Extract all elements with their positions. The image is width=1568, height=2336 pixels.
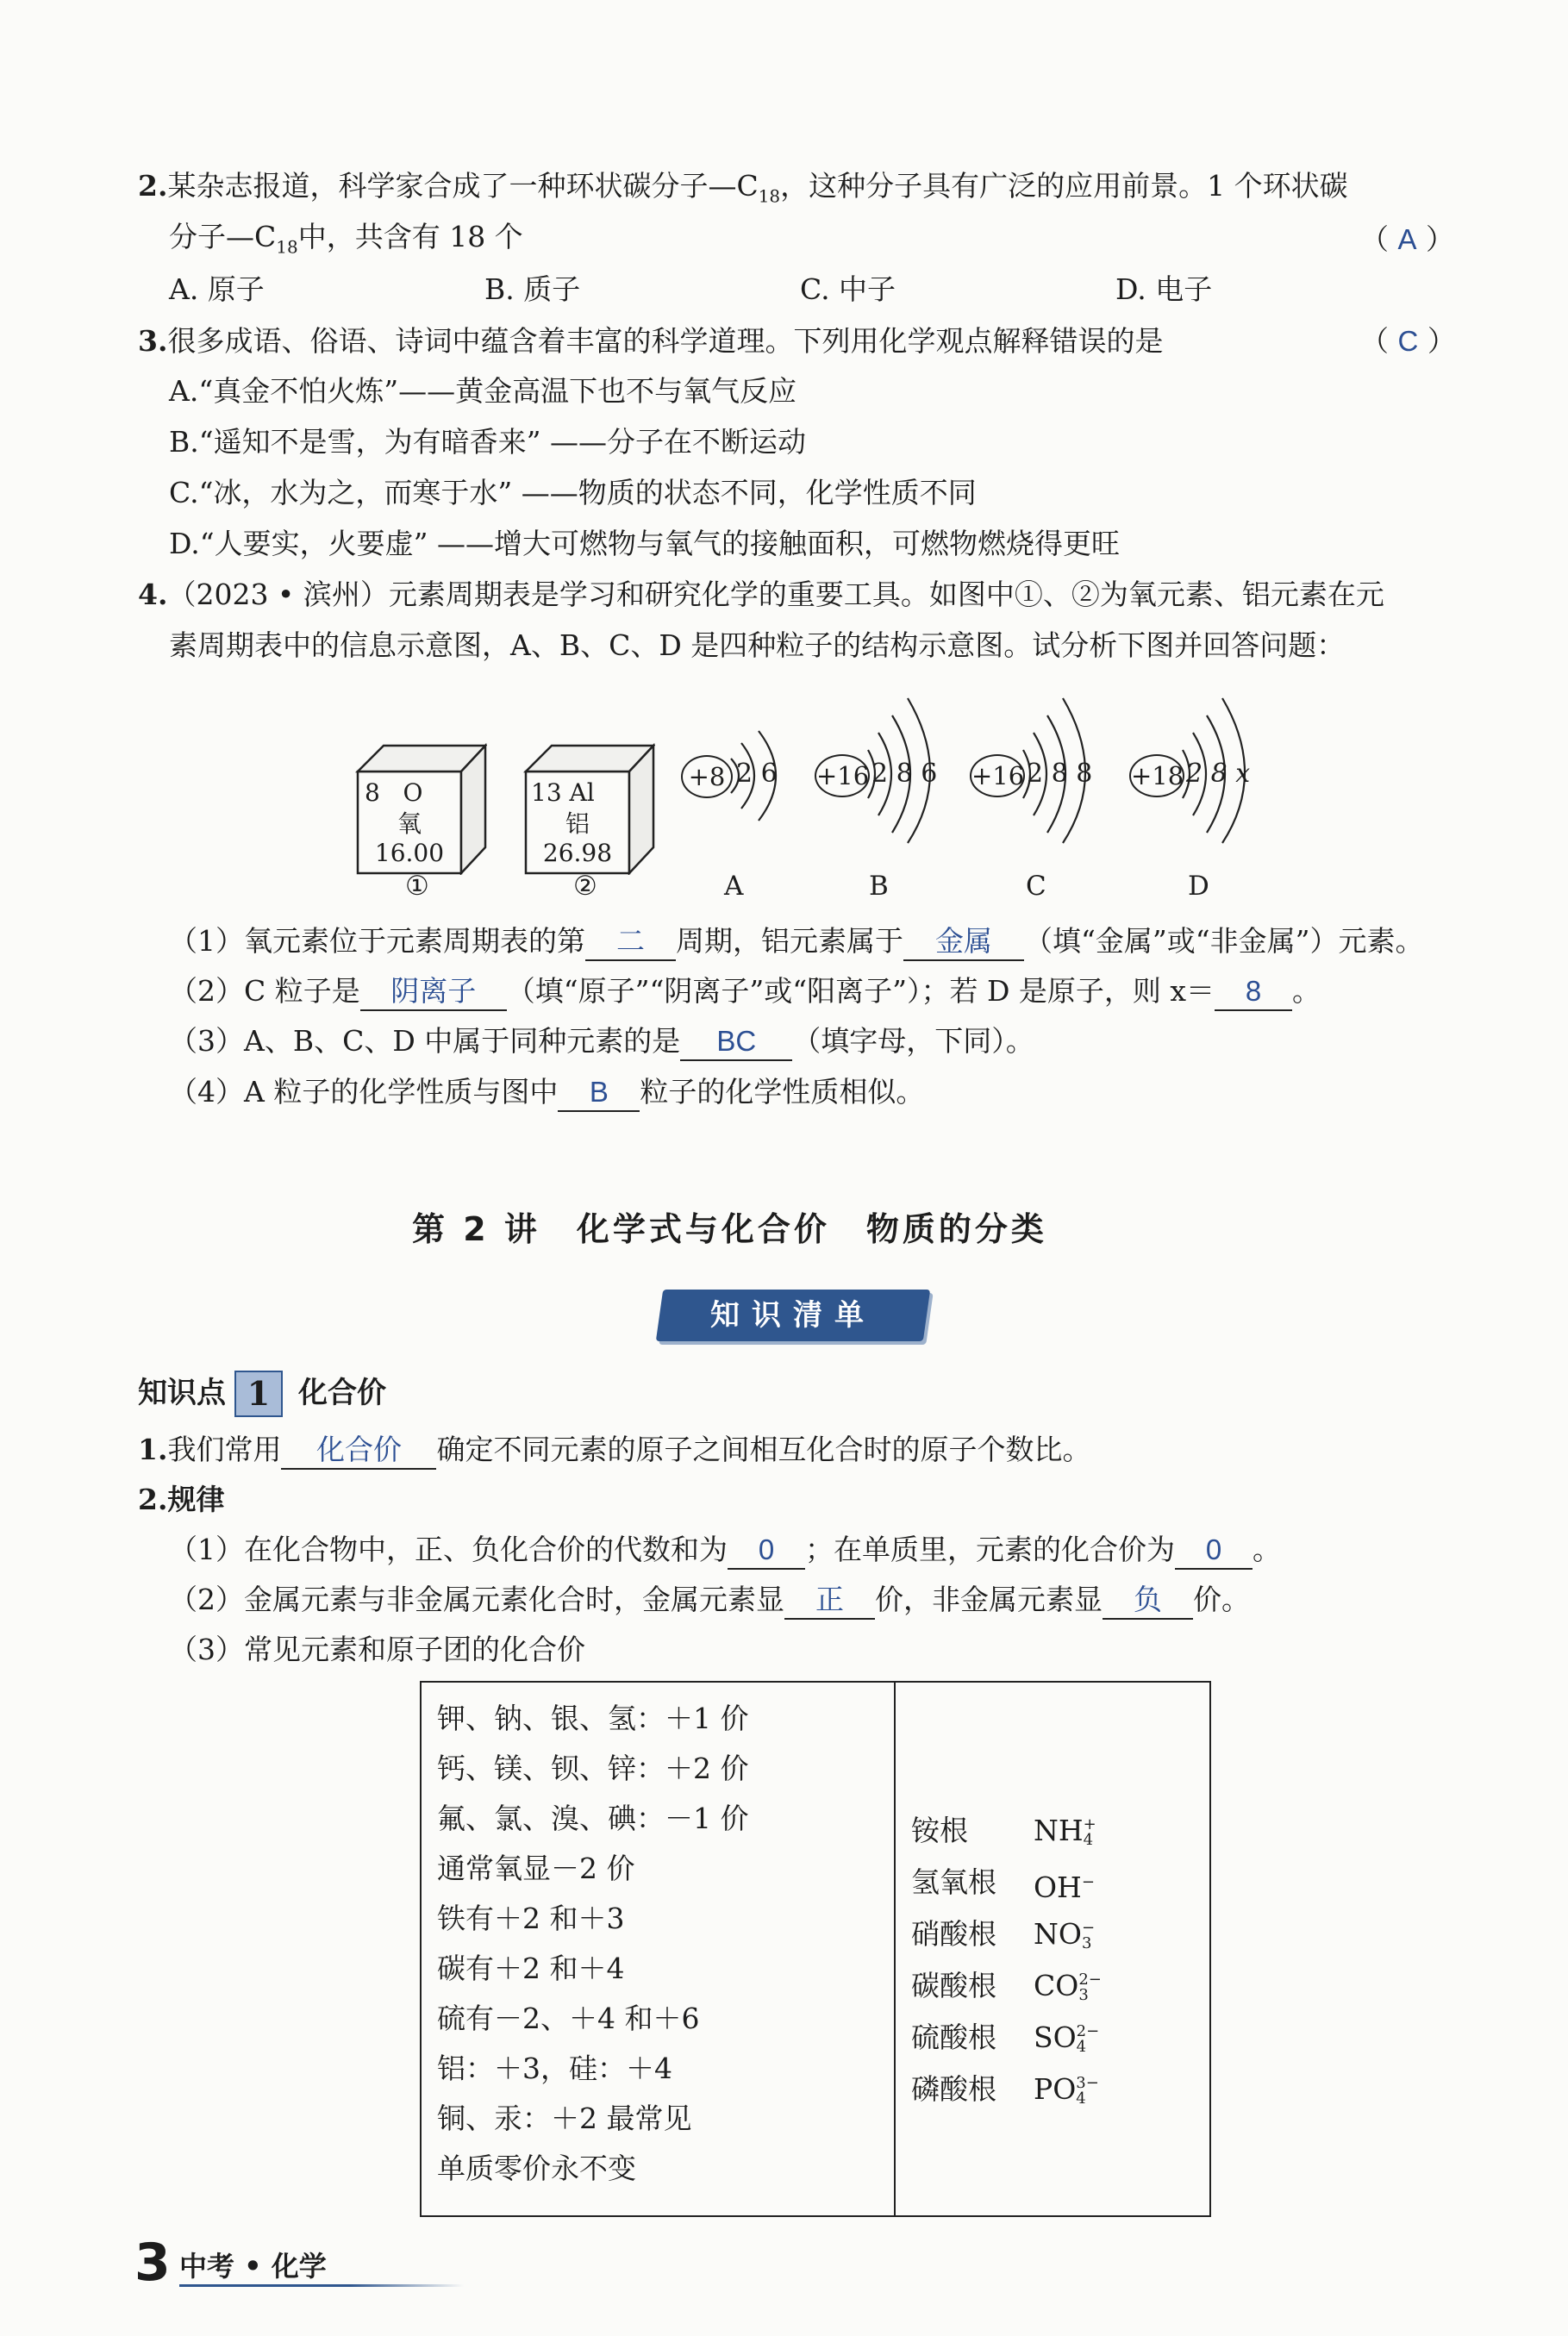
atom-diagram-b	[815, 690, 978, 845]
radical-formula	[1034, 2019, 1099, 2057]
q4-text: （2023 • 滨州）元素周期表是学习和研究化学的重要工具。如图中①、②为氧元素、铝元素在元	[167, 578, 1384, 611]
element-card-oxygen	[349, 737, 487, 875]
formula-base: SO	[1034, 2021, 1077, 2054]
valence-rule: 碳有＋2 和＋4	[437, 1952, 625, 1985]
kp-label: 知识点	[138, 1376, 226, 1410]
formula-base: NH	[1034, 1814, 1084, 1847]
knowledge-list-banner	[659, 1290, 927, 1341]
q4-line2: 素周期表中的信息示意图，A、B、C、D 是四种粒子的结构示意图。试分析下图并回答问题：	[169, 628, 1346, 662]
figure-label-c: C	[1026, 871, 1046, 902]
subscript: 3	[1078, 1986, 1089, 2004]
k2-rule2	[169, 1581, 1250, 1620]
subscript: 4	[1076, 2089, 1086, 2108]
radical-name: 氢氧根	[911, 1865, 996, 1899]
formula-base: NO	[1034, 1917, 1082, 1951]
k1-number: 1.	[138, 1433, 168, 1466]
q3-text: 很多成语、俗语、诗词中蕴含着丰富的科学道理。下列用化学观点解释错误的是	[167, 324, 1164, 358]
atom-diagram-d	[1129, 690, 1293, 845]
element-name: 铝	[565, 809, 590, 838]
valence-rule: 铁有＋2 和＋3	[437, 1902, 625, 1935]
q2-line1	[138, 167, 1348, 215]
figure-label-1: ①	[405, 871, 429, 902]
valence-table	[420, 1681, 1211, 2217]
q3-answer: C	[1397, 325, 1419, 357]
element-symbol: O	[403, 778, 423, 807]
knowledge-point-header	[138, 1371, 386, 1415]
radical-formula	[1034, 1915, 1095, 1953]
q3-answer-paren: （ C ）	[1360, 324, 1456, 358]
text: ；在单质里，元素的化合价为	[805, 1533, 1175, 1566]
formula-base: OH	[1034, 1871, 1082, 1904]
radical-formula	[1034, 1812, 1096, 1850]
q4-number: 4.	[138, 578, 168, 611]
book-title: 中考 • 化学	[179, 2250, 327, 2283]
subscript: 18	[758, 185, 781, 207]
text: （2）金属元素与非金属元素化合时，金属元素显	[169, 1583, 784, 1616]
answer-blank: 负	[1103, 1583, 1193, 1620]
answer-blank: BC	[680, 1025, 792, 1061]
formula-base: PO	[1034, 2072, 1077, 2106]
valence-rule: 铜、汞：＋2 最常见	[437, 2102, 692, 2135]
atomic-mass: 26.98	[542, 839, 613, 867]
charge: +	[1083, 1815, 1096, 1833]
text: 粒子的化学性质相似。	[640, 1075, 925, 1109]
q3-option-b: B.“遥知不是雪，为有暗香来” ——分子在不断运动	[169, 425, 806, 459]
q4-sub3	[169, 1022, 1034, 1061]
radical-name: 磷酸根	[911, 2072, 996, 2106]
kp-number: 1	[234, 1371, 283, 1417]
q2-number: 2.	[138, 169, 168, 203]
radical-name: 硫酸根	[911, 2021, 996, 2054]
radical-formula	[1034, 1967, 1102, 2005]
radical-name: 铵根	[911, 1814, 968, 1847]
radical-formula	[1034, 2071, 1099, 2108]
valence-rule: 通常氧显－2 价	[437, 1852, 635, 1885]
q2-answer: A	[1397, 223, 1417, 255]
footer-underline	[179, 2284, 464, 2287]
q2-answer-paren: （ A ）	[1360, 222, 1455, 256]
atomic-mass: 16.00	[374, 839, 445, 867]
figure-label-a: A	[724, 871, 744, 902]
radical-name: 硝酸根	[911, 1917, 996, 1951]
text: （填“金属”或“非金属”）元素。	[1024, 924, 1424, 958]
formula-base: CO	[1034, 1969, 1079, 2002]
text: （2）C 粒子是	[169, 974, 360, 1008]
element-card-aluminum	[517, 737, 655, 875]
valence-rule: 钙、镁、钡、锌：＋2 价	[437, 1752, 749, 1785]
text: 确定不同元素的原子之间相互化合时的原子个数比。	[436, 1433, 1091, 1466]
q3-number: 3.	[138, 324, 168, 358]
valence-rule: 硫有－2、＋4 和＋6	[437, 2002, 700, 2035]
text: 。	[1253, 1533, 1281, 1566]
text: （填字母，下同）。	[792, 1024, 1034, 1058]
electron-shells: 2 8 x	[1186, 759, 1251, 789]
q2-option-a: A. 原子	[169, 272, 265, 306]
text: （4）A 粒子的化学性质与图中	[169, 1075, 559, 1109]
subscript: 18	[276, 236, 298, 258]
q3-option-d: D.“人要实，火要虚” ——增大可燃物与氧气的接触面积，可燃物燃烧得更旺	[169, 527, 1121, 560]
q4-sub4	[169, 1073, 924, 1112]
k2-number: 2.	[138, 1483, 168, 1516]
table-divider	[894, 1683, 896, 2215]
figure-label-2: ②	[573, 871, 597, 902]
atomic-number: 8	[365, 778, 380, 807]
valence-rule: 钾、钠、银、氢：＋1 价	[437, 1702, 749, 1735]
text: 价，非金属元素显	[875, 1583, 1103, 1616]
answer-blank: 8	[1215, 975, 1292, 1011]
k1-line	[138, 1431, 1090, 1470]
q2-option-b: B. 质子	[484, 272, 581, 306]
q3-option-a: A.“真金不怕火炼”——黄金高温下也不与氧气反应	[169, 374, 797, 408]
valence-rule: 氟、氯、溴、碘：－1 价	[437, 1802, 749, 1835]
charge: −	[1081, 1873, 1095, 1891]
k2-rule1	[169, 1531, 1281, 1570]
kp-title: 化合价	[298, 1376, 386, 1410]
element-symbol: Al	[569, 778, 595, 807]
q2-text: 某杂志报道，科学家合成了一种环状碳分子—C	[167, 169, 759, 203]
q2-text: 分子—C	[169, 220, 277, 253]
valence-rule: 单质零价永不变	[437, 2152, 636, 2185]
section-title: 第 2 讲 化学式与化合价 物质的分类	[412, 1210, 1047, 1248]
element-name: 氧	[397, 809, 422, 838]
q2-line2	[169, 218, 523, 266]
radical-name: 碳酸根	[911, 1969, 996, 2002]
subscript: 3	[1081, 1934, 1092, 1952]
charge: −	[1081, 1919, 1096, 1937]
electron-shells: 2 6	[736, 759, 778, 789]
text: 。	[1292, 974, 1321, 1008]
radical-formula	[1034, 1864, 1095, 1907]
text: （填“原子”“阴离子”或“阳离子”）；若 D 是原子，则 x＝	[506, 974, 1215, 1008]
page-number: 3	[134, 2233, 171, 2293]
subscript: 4	[1083, 1831, 1094, 1849]
text: 我们常用	[167, 1433, 282, 1466]
nucleus: +16	[815, 754, 870, 797]
answer-blank: 化合价	[281, 1433, 436, 1470]
figure-label-b: B	[869, 871, 889, 902]
electron-shells: 2 8 8	[1027, 759, 1093, 789]
q3-stem	[138, 322, 1163, 360]
charge: 3−	[1076, 2074, 1099, 2092]
electron-shells: 2 8 6	[871, 759, 938, 789]
charge: 2−	[1078, 1971, 1102, 1989]
q2-text: ，这种分子具有广泛的应用前景。1 个环状碳	[780, 169, 1348, 203]
answer-blank: 金属	[903, 925, 1024, 961]
nucleus: +18	[1129, 754, 1184, 797]
text: （1）氧元素位于元素周期表的第	[169, 924, 585, 958]
q2-option-d: D. 电子	[1115, 272, 1213, 306]
answer-blank: B	[558, 1076, 640, 1112]
q2-option-c: C. 中子	[800, 272, 896, 306]
q4-line1	[138, 576, 1384, 614]
valence-rule: 铝：＋3，硅：＋4	[437, 2052, 672, 2085]
answer-blank: 0	[1175, 1533, 1253, 1570]
answer-blank: 正	[784, 1583, 875, 1620]
text: 价。	[1193, 1583, 1250, 1616]
text: （3）A、B、C、D 中属于同种元素的是	[169, 1024, 681, 1058]
answer-blank: 阴离子	[360, 975, 507, 1011]
text: （1）在化合物中，正、负化合价的代数和为	[169, 1533, 728, 1566]
answer-blank: 0	[728, 1533, 805, 1570]
q4-sub2	[169, 972, 1321, 1011]
q3-option-c: C.“冰，水为之，而寒于水” ——物质的状态不同，化学性质不同	[169, 476, 977, 509]
k2-head	[138, 1481, 224, 1519]
banner-text: 知识清单	[710, 1298, 876, 1333]
nucleus: +16	[970, 754, 1025, 797]
atomic-number: 13	[531, 778, 562, 807]
q4-sub1	[169, 922, 1423, 961]
q2-text: 中，共含有 18 个	[297, 220, 523, 253]
figure-label-d: D	[1188, 871, 1209, 902]
subscript: 4	[1076, 2038, 1087, 2056]
k2-rule3: （3）常见元素和原子团的化合价	[169, 1633, 585, 1666]
answer-blank: 二	[585, 925, 676, 961]
nucleus: +8	[681, 755, 733, 798]
atom-diagram-c	[970, 690, 1134, 845]
charge: 2−	[1076, 2022, 1100, 2040]
text: 周期，铝元素属于	[676, 924, 903, 958]
k2-heading: 规律	[167, 1483, 225, 1516]
atom-diagram-a	[681, 724, 828, 845]
